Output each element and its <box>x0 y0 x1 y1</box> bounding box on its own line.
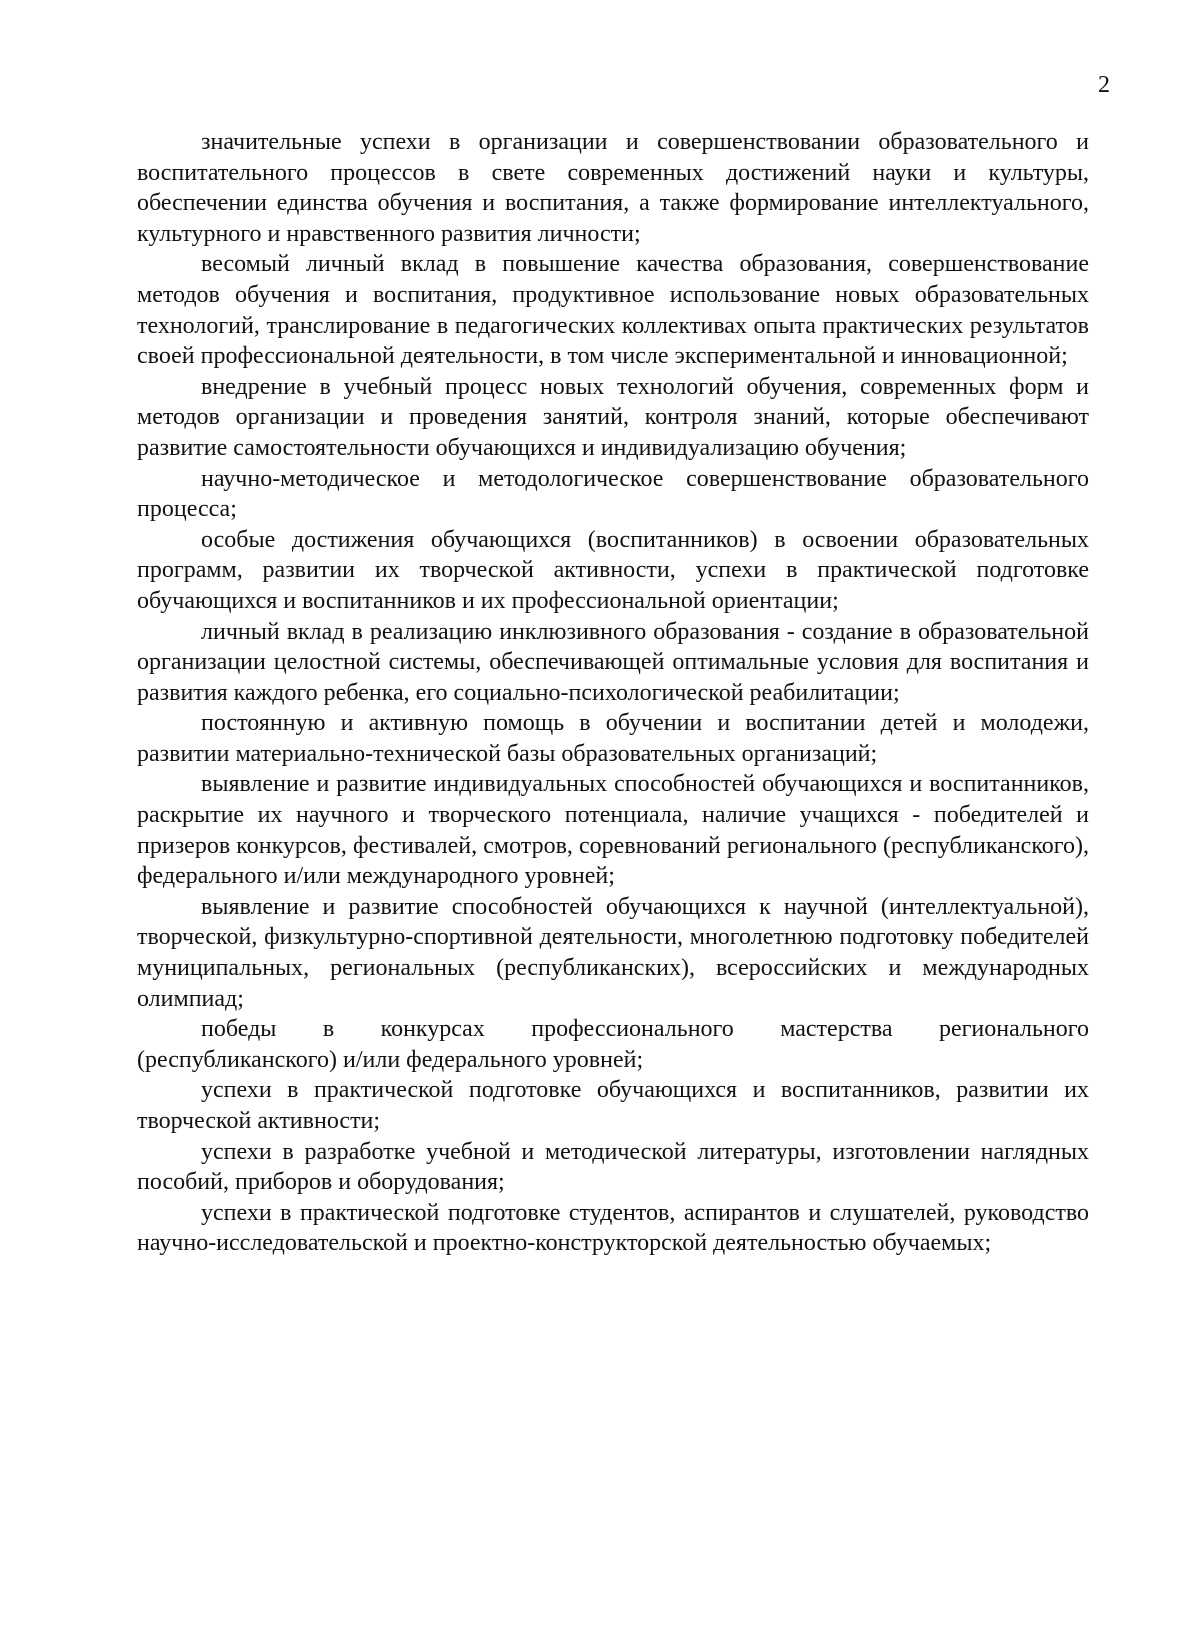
paragraph: научно-методическое и методологическое совершенствование образовательного процесса; <box>137 465 1089 523</box>
paragraph: значительные успехи в организации и совершенствовании образовательного и воспитательного процессов в свете современных достижений науки и культуры, обеспечении единства обучения и воспитания, а также формирование интеллектуального, культурного и нравственного развития личности; <box>137 129 1089 247</box>
document-body <box>137 127 1089 1259</box>
paragraph: выявление и развитие индивидуальных способностей обучающихся и воспитанников, раскрытие их научного и творческого потенциала, наличие учащихся - победителей и призеров конкурсов, фестивалей, смотров, соревнований регионального (республиканского), федерального и/или международного уровней; <box>137 771 1089 890</box>
paragraph: постоянную и активную помощь в обучении и воспитании детей и молодежи, развитии материально-технической базы образовательных организаций; <box>137 710 1089 767</box>
paragraph: успехи в практической подготовке обучающихся и воспитанников, развитии их творческой активности; <box>137 1077 1089 1134</box>
paragraph: внедрение в учебный процесс новых технологий обучения, современных форм и методов организации и проведения занятий, контроля знаний, которые обеспечивают развитие самостоятельности обучающихся и индивидуализацию обучения; <box>137 373 1089 461</box>
paragraph: весомый личный вклад в повышение качества образования, совершенствование методов обучения и воспитания, продуктивное использование новых образовательных технологий, транслирование в педагогических коллективах опыта практических результатов своей профессиональной деятельности, в том числе экспериментальной и инновационной; <box>137 251 1089 370</box>
page-number: 2 <box>1098 72 1110 98</box>
paragraph: личный вклад в реализацию инклюзивного образования - создание в образовательной организации целостной системы, обеспечивающей оптимальные условия для воспитания и развития каждого ребенка, его социально-психологической реабилитации; <box>137 618 1089 706</box>
paragraph: выявление и развитие способностей обучающихся к научной (интеллектуальной), творческой, физкультурно-спортивной деятельности, многолетнюю подготовку победителей муниципальных, региональных (республиканских), всероссийских и международных олимпиад; <box>137 893 1089 1012</box>
paragraph: особые достижения обучающихся (воспитанников) в освоении образовательных программ, развитии их творческой активности, успехи в практической подготовке обучающихся и воспитанников и их профессиональной ориентации; <box>137 526 1089 614</box>
paragraph: победы в конкурсах профессионального мастерства регионального (республиканского) и/или федерального уровней; <box>137 1016 1089 1073</box>
paragraph: успехи в разработке учебной и методической литературы, изготовлении наглядных пособий, приборов и оборудования; <box>137 1138 1089 1196</box>
paragraph: успехи в практической подготовке студентов, аспирантов и слушателей, руководство научно-исследовательской и проектно-конструкторской деятельностью обучаемых; <box>137 1199 1089 1257</box>
